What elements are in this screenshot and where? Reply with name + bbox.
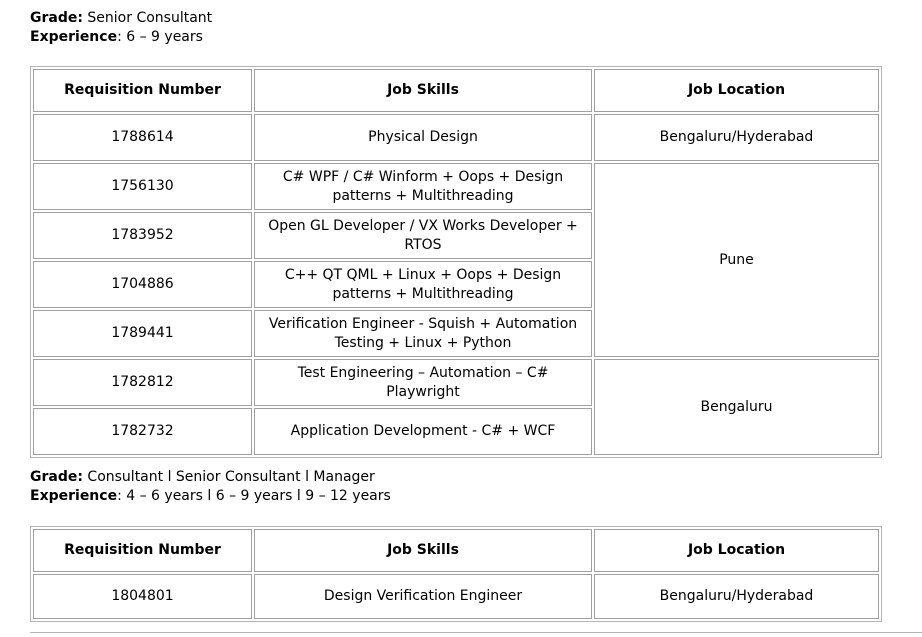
grade-line [30,9,212,28]
table-row [33,163,879,210]
header-requisition-number: Requisition Number [33,529,252,572]
header-job-skills: Job Skills [254,69,592,112]
job-skills: C# WPF / C# Winform + Oops + Design patterns + Multithreading [254,163,592,210]
section2-meta [30,468,391,506]
jobs-table-1 [30,66,882,458]
requisition-number: 1782732 [33,408,252,455]
experience-value: : 6 – 9 years [117,29,203,45]
table-row [33,574,879,619]
job-skills: Application Development - C# + WCF [254,408,592,455]
experience-label: Experience [30,29,118,45]
job-skills: Test Engineering – Automation – C# Playwright [254,359,592,406]
grade-line [30,468,391,487]
header-job-skills: Job Skills [254,529,592,572]
job-location: Pune [594,163,879,357]
job-location: Bengaluru/Hyderabad [594,114,879,161]
requisition-number: 1789441 [33,310,252,357]
requisition-number: 1704886 [33,261,252,308]
job-skills: C++ QT QML + Linux + Oops + Design patterns + Multithreading [254,261,592,308]
experience-line [30,487,391,506]
header-requisition-number: Requisition Number [33,69,252,112]
grade-value: Senior Consultant [82,10,213,26]
header-job-location: Job Location [594,69,879,112]
experience-value: : 4 – 6 years l 6 – 9 years l 9 – 12 years [117,488,391,504]
table-row [33,114,879,161]
job-skills: Design Verification Engineer [254,574,592,619]
job-skills: Physical Design [254,114,592,161]
experience-line [30,28,212,47]
job-location: Bengaluru [594,359,879,455]
table-header-row [33,69,879,112]
section1-meta [30,9,212,47]
requisition-number: 1756130 [33,163,252,210]
requisition-number: 1804801 [33,574,252,619]
jobs-table-2 [30,526,882,622]
bottom-divider [30,632,922,633]
requisition-number: 1788614 [33,114,252,161]
job-skills: Verification Engineer - Squish + Automation Testing + Linux + Python [254,310,592,357]
requisition-number: 1783952 [33,212,252,259]
table-row [33,359,879,406]
grade-value: Consultant l Senior Consultant l Manager [82,469,375,485]
table-header-row [33,529,879,572]
job-location: Bengaluru/Hyderabad [594,574,879,619]
experience-label: Experience [30,488,118,504]
grade-label: Grade: [30,10,83,26]
job-skills: Open GL Developer / VX Works Developer + RTOS [254,212,592,259]
requisition-number: 1782812 [33,359,252,406]
grade-label: Grade: [30,469,83,485]
header-job-location: Job Location [594,529,879,572]
